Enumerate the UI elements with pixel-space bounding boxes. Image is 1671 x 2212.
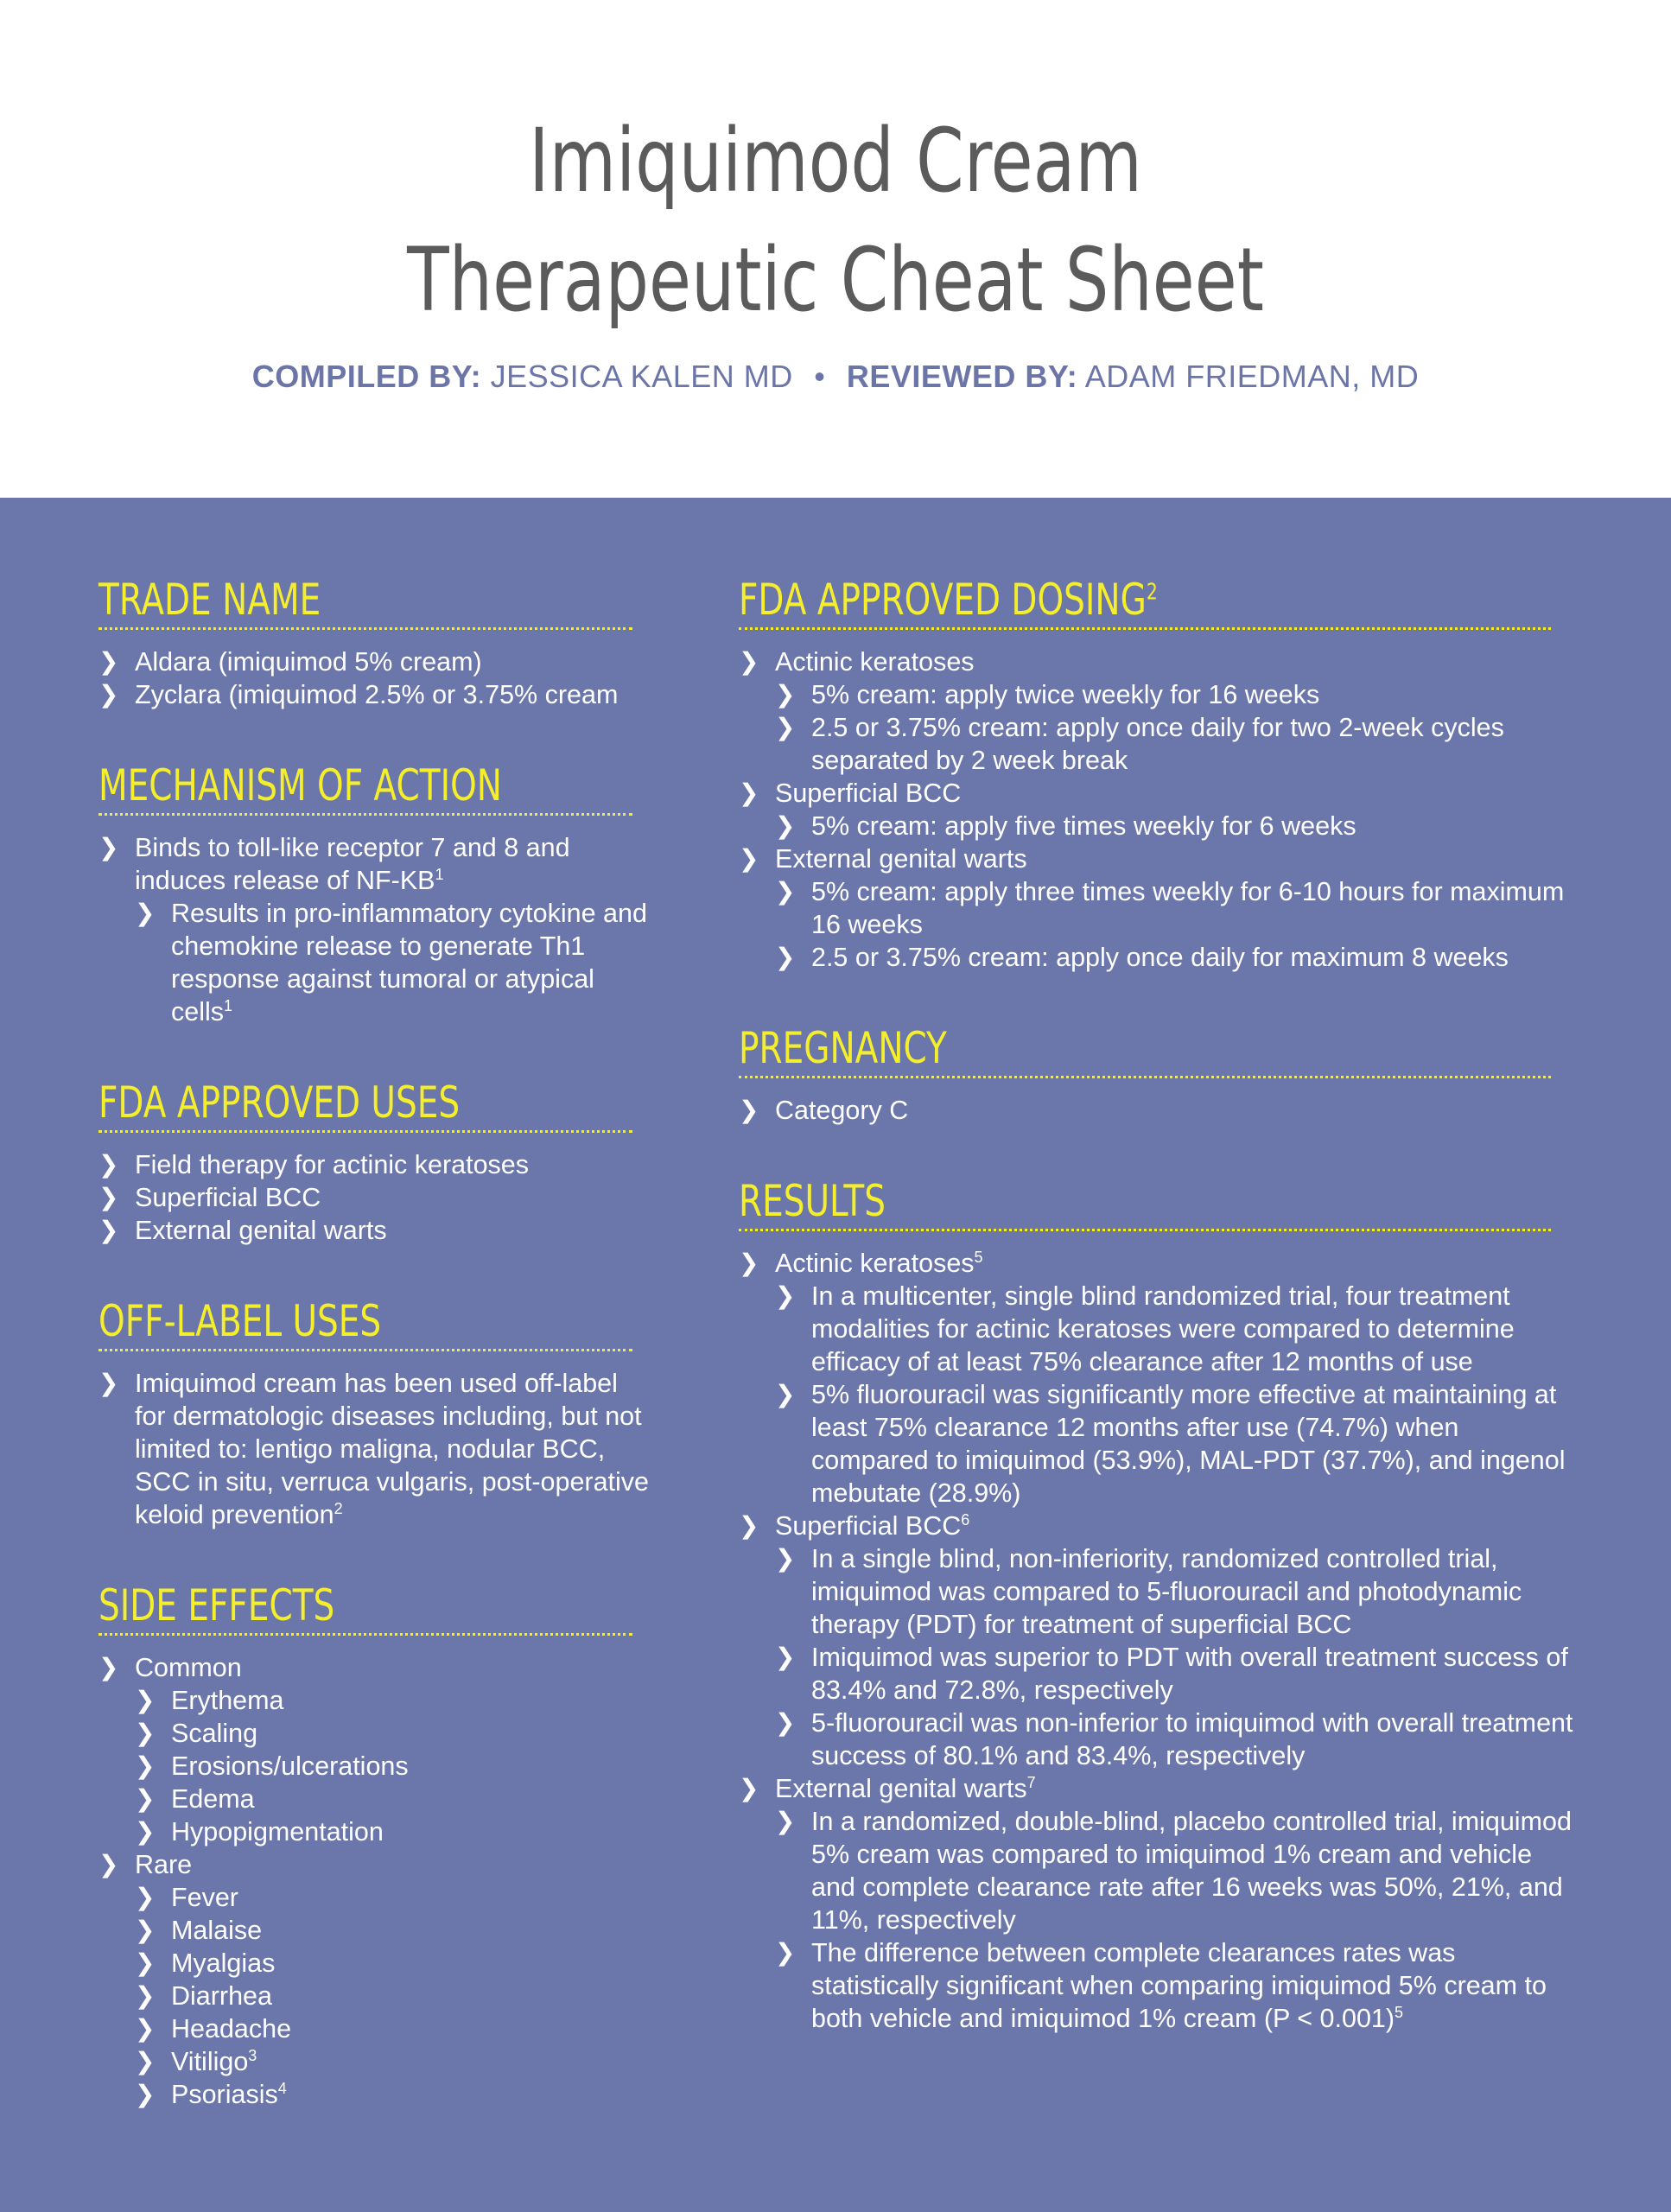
- chevron-right-icon: ❯: [98, 1851, 119, 1878]
- list-item: ❯ Malaise: [135, 1916, 263, 1945]
- dotted-divider: [98, 1630, 632, 1636]
- section-title: RESULTS: [739, 1176, 886, 1226]
- chevron-right-icon: ❯: [775, 1282, 796, 1309]
- section-title: FDA APPROVED DOSING$^2$: [739, 575, 1158, 625]
- reviewed-name: ADAM FRIEDMAN, MD: [1084, 359, 1420, 394]
- list-item: ❯ 2.5 or 3.75% cream: apply once daily for maximum 8 weeks: [775, 943, 1509, 972]
- list-item: ❯ Results in pro-inflammatory cytokine and chemokine release to generate Th1 response against tumoral or atypical cells$^1$: [135, 899, 647, 1027]
- page-title: [184, 102, 1488, 340]
- chevron-right-icon: ❯: [739, 1775, 759, 1802]
- credits: [0, 359, 1671, 395]
- chevron-right-icon: ❯: [135, 1949, 156, 1976]
- chevron-right-icon: ❯: [739, 1512, 759, 1539]
- section-title: OFF-LABEL USES: [98, 1296, 382, 1346]
- reference: 3: [248, 2046, 257, 2064]
- dotted-divider: [98, 624, 632, 630]
- list-item: ❯ Vitiligo$^3$: [135, 2046, 257, 2076]
- header: [0, 0, 1671, 498]
- chevron-right-icon: ❯: [775, 1709, 796, 1736]
- dotted-divider: [739, 1225, 1551, 1231]
- reference: 2: [334, 1499, 343, 1517]
- chevron-right-icon: ❯: [775, 1643, 796, 1670]
- title-line-1: Imiquimod Cream: [529, 110, 1142, 213]
- dotted-divider: [98, 1345, 632, 1351]
- list-item: ❯ Diarrhea: [135, 1981, 272, 2011]
- list-item: ❯ Hypopigmentation: [135, 1817, 384, 1847]
- chevron-right-icon: ❯: [739, 1249, 759, 1276]
- chevron-right-icon: ❯: [135, 2081, 156, 2107]
- chevron-right-icon: ❯: [135, 899, 156, 926]
- list-item: ❯ Edema: [135, 1784, 255, 1814]
- reference: 1: [435, 865, 444, 883]
- content-panel: [0, 498, 1671, 2212]
- section-fda-dosing: [739, 575, 1573, 974]
- chevron-right-icon: ❯: [775, 944, 796, 970]
- chevron-right-icon: ❯: [135, 2048, 156, 2075]
- reference: 4: [277, 2079, 287, 2097]
- chevron-right-icon: ❯: [98, 1184, 119, 1211]
- chevron-right-icon: ❯: [775, 812, 796, 839]
- title-line-2: Therapeutic Cheat Sheet: [407, 229, 1264, 332]
- list-item: ❯ In a single blind, non-inferiority, randomized controlled trial, imiquimod was compared to 5-fluorouracil and photodynamic therapy (PDT) for treatment of superficial BCC: [775, 1544, 1522, 1639]
- reference: 7: [1026, 1773, 1036, 1791]
- list-item: ❯ Zyclara (imiquimod 2.5% or 3.75% cream: [98, 680, 619, 709]
- dotted-divider: [739, 624, 1551, 630]
- chevron-right-icon: ❯: [135, 1818, 156, 1845]
- chevron-right-icon: ❯: [98, 648, 119, 675]
- list-item: ❯ Common ❯ Erythema ❯ Scaling ❯ Erosions/ulcerations ❯ Edema ❯ Hypopigmentation: [98, 1651, 651, 1848]
- list-item: ❯ External genital warts: [98, 1216, 387, 1245]
- section-title: SIDE EFFECTS: [98, 1580, 335, 1630]
- list-item: ❯ The difference between complete clearances rates was statistically significant when comparing imiquimod 5% cream to both vehicle and imiquimod 1% cream (P < 0.001)$^5$: [775, 1938, 1547, 2033]
- list-item: ❯ Headache: [135, 2014, 292, 2044]
- compiled-label: COMPILED BY:: [251, 359, 482, 394]
- chevron-right-icon: ❯: [775, 714, 796, 741]
- list-item: ❯ Imiquimod was superior to PDT with overall treatment success of 83.4% and 72.8%, respectively: [775, 1643, 1568, 1705]
- chevron-right-icon: ❯: [739, 845, 759, 872]
- list-item: ❯ 5% fluorouracil was significantly more effective at maintaining at least 75% clearance 12 months after use (74.7%) when compared to imiquimod (53.9%), MAL-PDT (37.7%), and ingenol mebutate (28.9%): [775, 1380, 1566, 1508]
- chevron-right-icon: ❯: [135, 1785, 156, 1812]
- chevron-right-icon: ❯: [775, 681, 796, 708]
- left-column: [98, 575, 651, 2161]
- chevron-right-icon: ❯: [775, 878, 796, 905]
- section-side-effects: [98, 1581, 651, 2111]
- chevron-right-icon: ❯: [135, 1687, 156, 1713]
- chevron-right-icon: ❯: [135, 1916, 156, 1943]
- list-item: ❯ 2.5 or 3.75% cream: apply once daily for two 2-week cycles separated by 2 week break: [775, 713, 1504, 775]
- section-results: [739, 1177, 1573, 2035]
- list-item: ❯ Superficial BCC$^6$ ❯ In a single blind, non-inferiority, randomized controlled trial, imiquimod was compared to 5-fluorouracil and photodynamic therapy (PDT) for treatment of superficial BCC ❯ Imiquimod was superior to PDT with overall treatment success of 83.4% and 72.8%, respectively ❯ 5-fluorouracil was non-inferior to imiquimod with overall treatment success of 80.1% and 83.4%, respectively: [739, 1510, 1573, 1770]
- list-item: ❯ Category C: [739, 1096, 909, 1125]
- reference: 5: [1395, 2003, 1404, 2021]
- list-item: ❯ 5-fluorouracil was non-inferior to imiquimod with overall treatment success of 80.1% and 83.4%, respectively: [775, 1708, 1573, 1770]
- list-item: ❯ Fever: [135, 1883, 238, 1912]
- dotted-divider: [98, 810, 632, 816]
- list-item: ❯ Rare ❯ Fever ❯ Malaise ❯ Myalgias ❯ Diarrhea ❯ Headache ❯ Vitiligo$^3$ ❯ Psoriasis$^4$: [98, 1848, 651, 2111]
- credits-separator: •: [814, 359, 826, 394]
- section-title: TRADE NAME: [98, 575, 321, 625]
- reference: 1: [224, 996, 233, 1014]
- list-item: ❯ 5% cream: apply three times weekly for 6-10 hours for maximum 16 weeks: [775, 877, 1565, 939]
- chevron-right-icon: ❯: [98, 1370, 119, 1396]
- section-off-label: [98, 1297, 651, 1531]
- chevron-right-icon: ❯: [98, 1654, 119, 1681]
- list-item: ❯ Actinic keratoses ❯ 5% cream: apply twice weekly for 16 weeks ❯ 2.5 or 3.75% cream: apply once daily for two 2-week cycles separated by 2 week break: [739, 645, 1573, 777]
- chevron-right-icon: ❯: [98, 681, 119, 708]
- list-item: ❯ Actinic keratoses$^5$ ❯ In a multicenter, single blind randomized trial, four treatment modalities for actinic keratoses were compared to determine efficacy of at least 75% clearance after 12 months of use ❯ 5% fluorouracil was significantly more effective at maintaining at least 75% clearance 12 months after use (74.7%) when compared to imiquimod (53.9%), MAL-PDT (37.7%), and ingenol mebutate (28.9%): [739, 1247, 1573, 1510]
- list-item: ❯ In a multicenter, single blind randomized trial, four treatment modalities for actinic keratoses were compared to determine efficacy of at least 75% clearance after 12 months of use: [775, 1281, 1515, 1376]
- chevron-right-icon: ❯: [775, 1939, 796, 1966]
- list-item: ❯ Binds to toll-like receptor 7 and 8 and induces release of $NF-KB^1$ ❯ Results in pro-inflammatory cytokine and chemokine release to generate Th1 response against tumoral or atypical cells$^1$: [98, 831, 651, 1028]
- list-item: ❯ Erythema: [135, 1686, 284, 1715]
- chevron-right-icon: ❯: [135, 1752, 156, 1779]
- list-item: ❯ Psoriasis$^4$: [135, 2079, 287, 2109]
- list-item: ❯ Scaling: [135, 1719, 258, 1748]
- section-title: PREGNANCY: [739, 1023, 947, 1073]
- chevron-right-icon: ❯: [98, 834, 119, 861]
- chevron-right-icon: ❯: [739, 648, 759, 675]
- section-trade-name: [98, 575, 651, 711]
- right-column: [739, 575, 1573, 2085]
- chevron-right-icon: ❯: [775, 1545, 796, 1572]
- chevron-right-icon: ❯: [98, 1151, 119, 1178]
- section-pregnancy: [739, 1024, 1573, 1127]
- list-item: ❯ Imiquimod cream has been used off-label for dermatologic diseases including, but not limited to: lentigo maligna, nodular BCC, SCC in situ, verruca vulgaris, post-operative keloid prevention$^2$: [98, 1369, 649, 1529]
- chevron-right-icon: ❯: [739, 779, 759, 806]
- section-fda-uses: [98, 1078, 651, 1247]
- list-item: ❯ Superficial BCC ❯ 5% cream: apply five times weekly for 6 weeks: [739, 777, 1573, 842]
- list-item: ❯ 5% cream: apply twice weekly for 16 weeks: [775, 680, 1320, 709]
- dotted-divider: [98, 1127, 632, 1133]
- chevron-right-icon: ❯: [135, 1982, 156, 2009]
- reference: 5: [974, 1248, 983, 1266]
- list-item: ❯ In a randomized, double-blind, placebo controlled trial, imiquimod 5% cream was compared to imiquimod 1% cream and vehicle and complete clearance rate after 16 weeks was 50%, 21%, and 11%, respectively: [775, 1807, 1572, 1935]
- list-item: ❯ External genital warts$^7$ ❯ In a randomized, double-blind, placebo controlled trial, imiquimod 5% cream was compared to imiquimod 1% cream and vehicle and complete clearance rate after 16 weeks was 50%, 21%, and 11%, respectively ❯ The difference between complete clearances rates was statistically significant when comparing imiquimod 5% cream to both vehicle and imiquimod 1% cream (P < 0.001)$^5$: [739, 1772, 1573, 2035]
- chevron-right-icon: ❯: [98, 1217, 119, 1243]
- chevron-right-icon: ❯: [739, 1096, 759, 1123]
- section-title: MECHANISM OF ACTION: [98, 760, 502, 810]
- reference: 2: [1146, 579, 1158, 606]
- chevron-right-icon: ❯: [135, 1719, 156, 1746]
- section-mechanism: [98, 761, 651, 1028]
- list-item: ❯ Superficial BCC: [98, 1183, 321, 1212]
- list-item: ❯ External genital warts ❯ 5% cream: apply three times weekly for 6-10 hours for maximum 16 weeks ❯ 2.5 or 3.75% cream: apply once daily for maximum 8 weeks: [739, 842, 1573, 974]
- list-item: ❯ 5% cream: apply five times weekly for 6 weeks: [775, 811, 1356, 841]
- compiled-name: JESSICA KALEN MD: [490, 359, 793, 394]
- list-item: ❯ Myalgias: [135, 1948, 276, 1978]
- chevron-right-icon: ❯: [775, 1381, 796, 1408]
- chevron-right-icon: ❯: [135, 1884, 156, 1910]
- reference: 6: [961, 1510, 970, 1529]
- reviewed-label: REVIEWED BY:: [846, 359, 1078, 394]
- list-item: ❯ Erosions/ulcerations: [135, 1751, 409, 1781]
- chevron-right-icon: ❯: [135, 2015, 156, 2042]
- list-item: ❯ Field therapy for actinic keratoses: [98, 1150, 530, 1179]
- dotted-divider: [739, 1072, 1551, 1078]
- list-item: ❯ Aldara (imiquimod 5% cream): [98, 647, 482, 677]
- section-title: FDA APPROVED USES: [98, 1077, 461, 1128]
- chevron-right-icon: ❯: [775, 1808, 796, 1834]
